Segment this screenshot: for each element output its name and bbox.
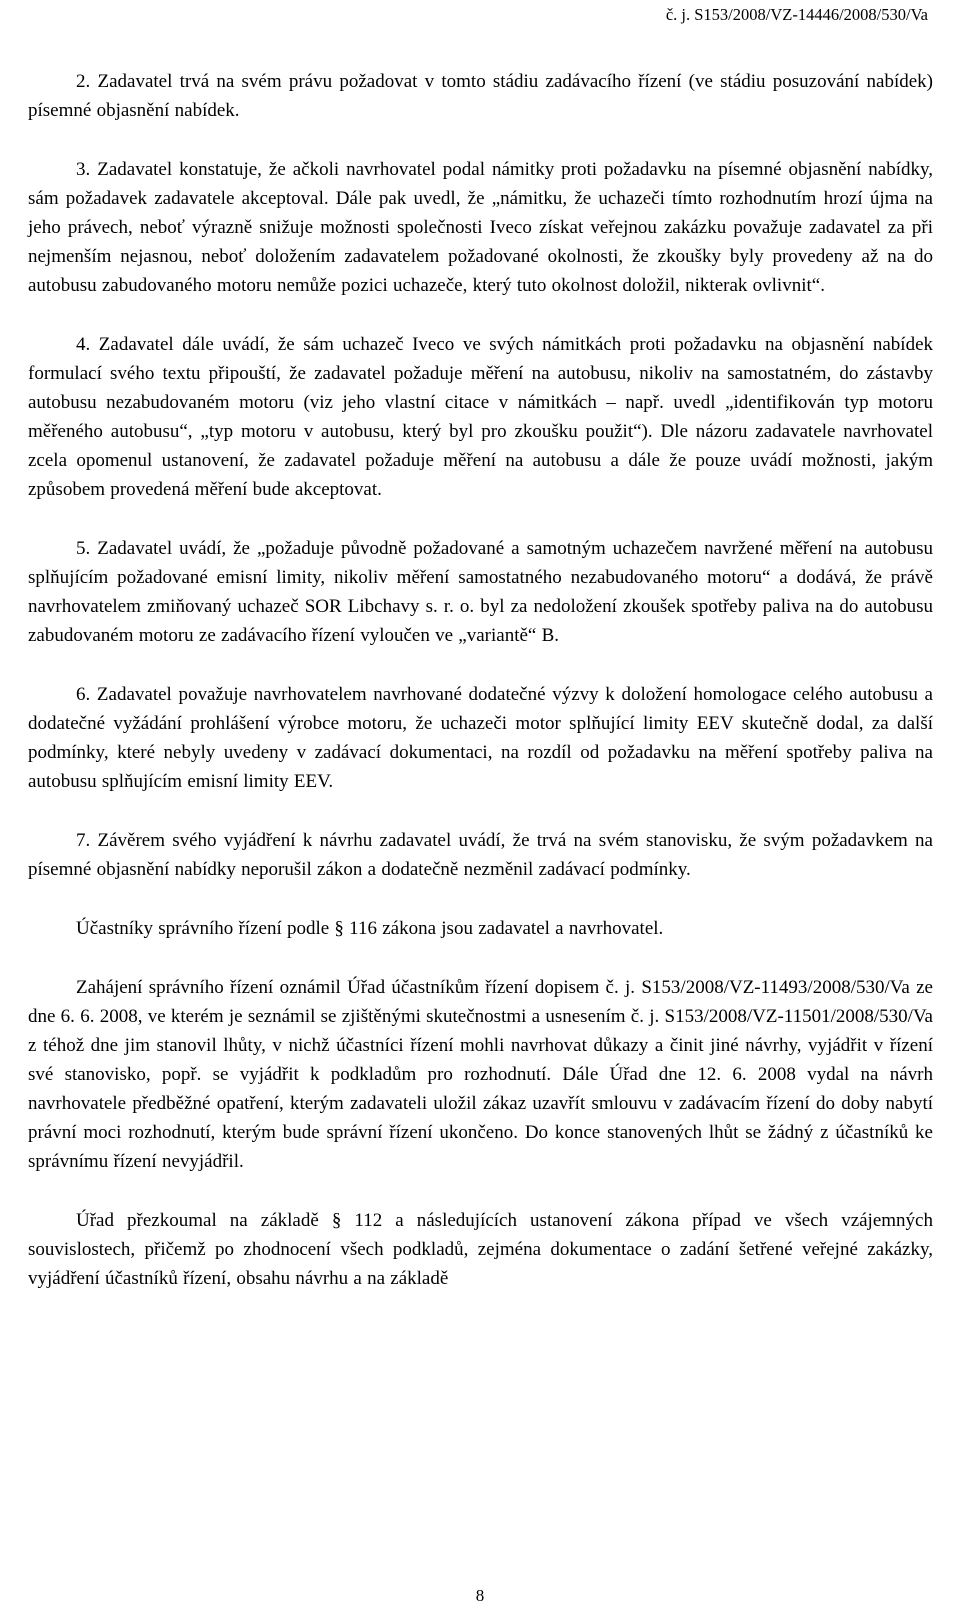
paragraph-office-review: Úřad přezkoumal na základě § 112 a následujících ustanovení zákona případ ve všech vzájemných souvislostech, přičemž po zhodnocení všech podkladů, zejména dokumentace o zadání šetřené veřejné zakázky, vyjádření účastníků řízení, obsahu návrhu a na základě	[28, 1210, 933, 1289]
paragraph-point-3: 3. Zadavatel konstatuje, že ačkoli navrhovatel podal námitky proti požadavku na písemné objasnění nabídky, sám požadavek zadavatele akceptoval. Dále pak uvedl, že „námitku, že uchazeči tímto rozhodnutím hrozí újma na jeho právech, neboť výrazně snižuje možnosti společnosti Iveco získat veřejnou zakázku považuje zadavatel za při nejmenším nejasnou, neboť doložením zadavatelem požadované okolnosti, že zkoušky byly provedeny až na do autobusu zabudovaného motoru nemůže pozici uchazeče, který tuto okolnost doložil, nikterak ovlivnit“.	[28, 159, 933, 296]
paragraph-point-2: 2. Zadavatel trvá na svém právu požadovat v tomto stádiu zadávacího řízení (ve stádiu posuzování nabídek) písemné objasnění nabídek.	[28, 71, 933, 121]
paragraph-point-5: 5. Zadavatel uvádí, že „požaduje původně požadované a samotným uchazečem navržené měření na autobusu splňujícím požadované emisní limity, nikoliv měření samostatného nezabudovaného motoru“ a dodává, že právě navrhovatelem zmiňovaný uchazeč SOR Libchavy s. r. o. byl za nedoložení zkoušek spotřeby paliva na do autobusu zabudovaném motoru ze zadávacího řízení vyloučen ve „variantě“ B.	[28, 538, 933, 646]
page-number: 8	[475, 1586, 485, 1605]
paragraph-point-4: 4. Zadavatel dále uvádí, že sám uchazeč Iveco ve svých námitkách proti požadavku na objasnění nabídek formulací svého textu připouští, že zadavatel požaduje měření na autobusu, nikoliv na samostatném, do zástavby autobusu nezabudovaném motoru (viz jeho vlastní citace v námitkách – např. uvedl „identifikován typ motoru měřeného autobusu“, „typ motoru v autobusu, který byl pro zkoušku použit“). Dle názoru zadavatele navrhovatel zcela opomenul ustanovení, že zadavatel požaduje měření na autobusu a dále že pouze uvádí možnosti, jakým způsobem provedená měření bude akceptovat.	[28, 334, 933, 500]
case-reference-header: č. j. S153/2008/VZ-14446/2008/530/Va	[665, 5, 928, 24]
paragraph-point-6: 6. Zadavatel považuje navrhovatelem navrhované dodatečné výzvy k doložení homologace celého autobusu a dodatečné vyžádání prohlášení výrobce motoru, že uchazeči motor splňující limity EEV skutečně dodal, za další podmínky, které nebyly uvedeny v zadávací dokumentaci, na rozdíl od požadavku na měření spotřeby paliva na autobusu splňujícím emisní limity EEV.	[28, 684, 933, 792]
paragraph-proceedings-start: Zahájení správního řízení oznámil Úřad účastníkům řízení dopisem č. j. S153/2008/VZ-11493/2008/530/Va ze dne 6. 6. 2008, ve kterém je seznámil se zjištěnými skutečnostmi a usnesením č. j. S153/2008/VZ-11501/2008/530/Va z téhož dne jim stanovil lhůty, v nichž účastníci řízení mohli navrhovat důkazy a činit jiné návrhy, vyjádřit v řízení své stanovisko, popř. se vyjádřit k podkladům pro rozhodnutí. Dále Úřad dne 12. 6. 2008 vydal na návrh navrhovatele předběžné opatření, kterým zadavateli uložil zákaz uzavřít smlouvu v zadávacím řízení do doby nabytí právní moci rozhodnutí, kterým bude správní řízení ukončeno. Do konce stanovených lhůt se žádný z účastníků ke správnímu řízení nevyjádřil.	[28, 977, 933, 1172]
document-body	[28, 67, 933, 1293]
paragraph-participants: Účastníky správního řízení podle § 116 zákona jsou zadavatel a navrhovatel.	[76, 918, 664, 939]
paragraph-point-7: 7. Závěrem svého vyjádření k návrhu zadavatel uvádí, že trvá na svém stanovisku, že svým požadavkem na písemné objasnění nabídky neporušil zákon a dodatečně nezměnil zadávací podmínky.	[28, 830, 933, 880]
